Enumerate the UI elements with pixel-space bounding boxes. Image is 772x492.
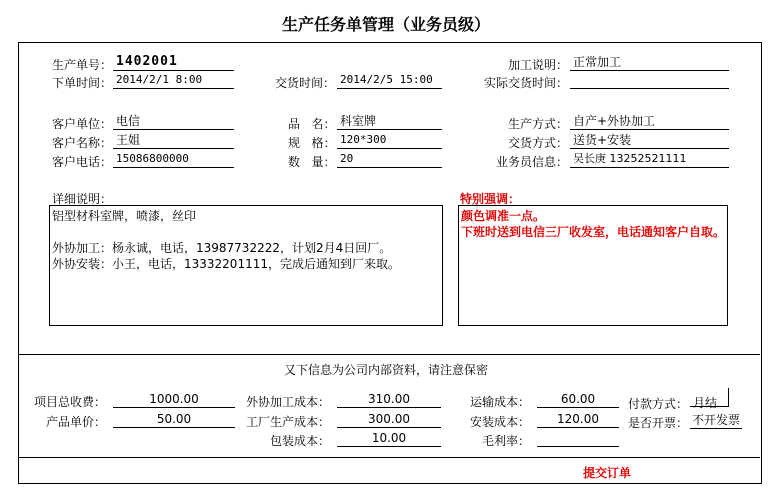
- customer-phone-field[interactable]: 15086800000: [113, 152, 234, 168]
- quantity-label: 数 量：: [288, 155, 336, 169]
- details-line: 铝型材科室牌，喷漆，丝印: [52, 209, 197, 223]
- spec-field[interactable]: 120*300: [337, 133, 442, 149]
- install-cost-field[interactable]: 120.00: [537, 412, 619, 428]
- payment-select[interactable]: [690, 388, 729, 410]
- unit-price-field[interactable]: 50.00: [113, 412, 235, 428]
- invoice-label: 是否开票：: [628, 416, 689, 430]
- invoice-select[interactable]: 不开发票: [692, 413, 741, 427]
- unit-price-label: 产品单价：: [45, 415, 106, 429]
- emphasis-line: 下班时送到电信三厂收发室，电话通知客户自取。: [461, 225, 726, 239]
- packing-cost-label: 包装成本：: [269, 434, 330, 448]
- emphasis-line: 颜色调准一点。: [461, 209, 546, 223]
- order-no-field[interactable]: 1402001: [113, 55, 234, 71]
- customer-unit-field[interactable]: 电信: [113, 114, 234, 130]
- spec-label: 规 格：: [288, 136, 336, 150]
- actual-delivery-label: 实际交货时间：: [484, 76, 569, 90]
- order-no-label: 生产单号：: [52, 58, 113, 72]
- customer-name-field[interactable]: 王姐: [113, 133, 234, 149]
- page-title: 生产任务单管理（业务员级）: [281, 15, 490, 34]
- delivery-time-field[interactable]: 2014/2/5 15:00: [337, 73, 442, 89]
- payment-value: 月结: [693, 396, 718, 410]
- transport-cost-label: 运输成本：: [469, 395, 530, 409]
- payment-label: 付款方式：: [628, 397, 689, 411]
- gross-margin-field[interactable]: [537, 431, 619, 447]
- divider-actions: [18, 457, 760, 458]
- total-fee-field[interactable]: 1000.00: [113, 392, 235, 408]
- customer-phone-label: 客户电话：: [52, 155, 113, 169]
- production-mode-label: 生产方式：: [508, 117, 569, 131]
- transport-cost-field[interactable]: 60.00: [537, 392, 619, 408]
- process-note-field[interactable]: 正常加工: [570, 55, 729, 71]
- delivery-mode-field[interactable]: 送货+安装: [570, 133, 729, 149]
- submit-order-button[interactable]: 提交订单: [583, 466, 632, 480]
- delivery-time-label: 交货时间：: [275, 76, 336, 90]
- install-cost-label: 安装成本：: [469, 415, 530, 429]
- order-time-label: 下单时间：: [52, 76, 113, 90]
- details-line: 外协加工：杨永诚，电话，13987732222，计划2月4日回厂。: [52, 241, 392, 255]
- details-line: [52, 224, 440, 240]
- product-field[interactable]: 科室牌: [337, 114, 442, 130]
- details-label: 详细说明：: [52, 192, 113, 206]
- customer-name-label: 客户名称：: [52, 136, 113, 150]
- packing-cost-field[interactable]: 10.00: [337, 431, 441, 447]
- process-note-label: 加工说明：: [508, 58, 569, 72]
- total-fee-label: 项目总收费：: [33, 395, 106, 409]
- factory-cost-field[interactable]: 300.00: [337, 412, 441, 428]
- salesman-field[interactable]: 吴长庚 13252521111: [570, 152, 729, 168]
- details-line: 外协安装：小王，电话，13332201111，完成后通知到厂来取。: [52, 257, 400, 271]
- salesman-label: 业务员信息：: [496, 155, 569, 169]
- internal-notice: 又下信息为公司内部资料，请注意保密: [283, 363, 488, 377]
- factory-cost-label: 工厂生产成本：: [245, 415, 330, 429]
- delivery-mode-label: 交货方式：: [508, 136, 569, 150]
- product-label: 品 名：: [288, 117, 336, 131]
- outsource-cost-label: 外协加工成本：: [245, 395, 330, 409]
- divider-internal: [18, 354, 760, 355]
- gross-margin-label: 毛利率：: [481, 434, 530, 448]
- production-mode-field[interactable]: 自产+外协加工: [570, 114, 729, 130]
- customer-unit-label: 客户单位：: [52, 117, 113, 131]
- details-textarea[interactable]: [49, 205, 443, 326]
- emphasis-textarea[interactable]: [458, 205, 728, 326]
- emphasis-label: 特别强调：: [460, 192, 521, 206]
- order-time-field[interactable]: 2014/2/1 8:00: [113, 73, 234, 89]
- quantity-field[interactable]: 20: [337, 152, 442, 168]
- outsource-cost-field[interactable]: 310.00: [337, 392, 441, 408]
- actual-delivery-field[interactable]: [570, 73, 729, 89]
